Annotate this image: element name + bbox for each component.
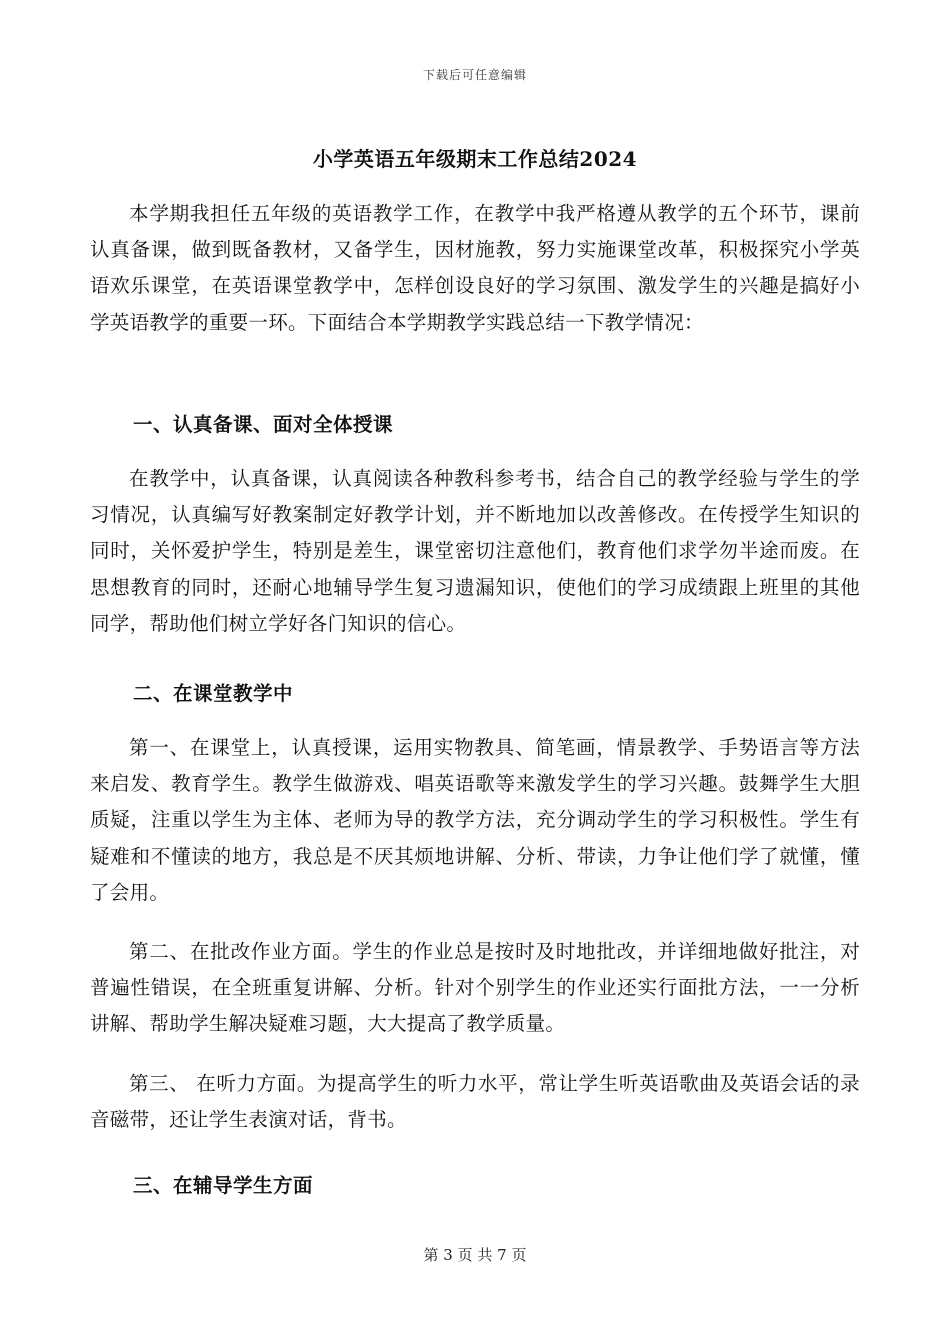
section-2-paragraph-2: 第二、在批改作业方面。学生的作业总是按时及时地批改，并详细地做好批注，对普遍性错误，在全班重复讲解、分析。针对个别学生的作业还实行面批方法，一一分析讲解、帮助学生解决疑难习题，大大提高了教学质量。 (90, 940, 860, 1036)
intro-paragraph: 本学期我担任五年级的英语教学工作，在教学中我严格遵从教学的五个环节，课前认真备课，做到既备教材，又备学生，因材施教，努力实施课堂改革，积极探究小学英语欢乐课堂，在英语课堂教学中，怎样创设良好的学习氛围、激发学生的兴趣是搞好小学英语教学的重要一环。下面结合本学期教学实践总结一下教学情况： (90, 202, 860, 334)
section-heading-3: 三、在辅导学生方面 (133, 1174, 314, 1197)
section-heading-1: 一、认真备课、面对全体授课 (133, 413, 394, 436)
section-heading-2: 二、在课堂教学中 (133, 682, 294, 705)
page-number-footer: 第 3 页 共 7 页 (423, 1246, 527, 1264)
section-2-paragraph-1: 第一、在课堂上，认真授课，运用实物教具、简笔画，情景教学、手势语言等方法来启发、教育学生。教学生做游戏、唱英语歌等来激发学生的学习兴趣。鼓舞学生大胆质疑，注重以学生为主体、老师为导的教学方法，充分调动学生的学习积极性。学生有疑难和不懂读的地方，我总是不厌其烦地讲解、分析、带读，力争让他们学了就懂，懂了会用。 (90, 736, 860, 904)
page-header-note: 下载后可任意编辑 (422, 68, 527, 82)
section-1-paragraph-1: 在教学中，认真备课，认真阅读各种教科参考书，结合自己的教学经验与学生的学习情况，认真编写好教案制定好教学计划，并不断地加以改善修改。在传授学生知识的同时，关怀爱护学生，特别是差生，课堂密切注意他们，教育他们求学勿半途而废。在思想教育的同时，还耐心地辅导学生复习遗漏知识，使他们的学习成绩跟上班里的其他同学，帮助他们树立学好各门知识的信心。 (90, 467, 860, 635)
section-2-paragraph-3: 第三、 在听力方面。为提高学生的听力水平，常让学生听英语歌曲及英语会话的录音磁带，还让学生表演对话，背书。 (90, 1072, 860, 1132)
document-title: 小学英语五年级期末工作总结2024 (312, 147, 638, 171)
